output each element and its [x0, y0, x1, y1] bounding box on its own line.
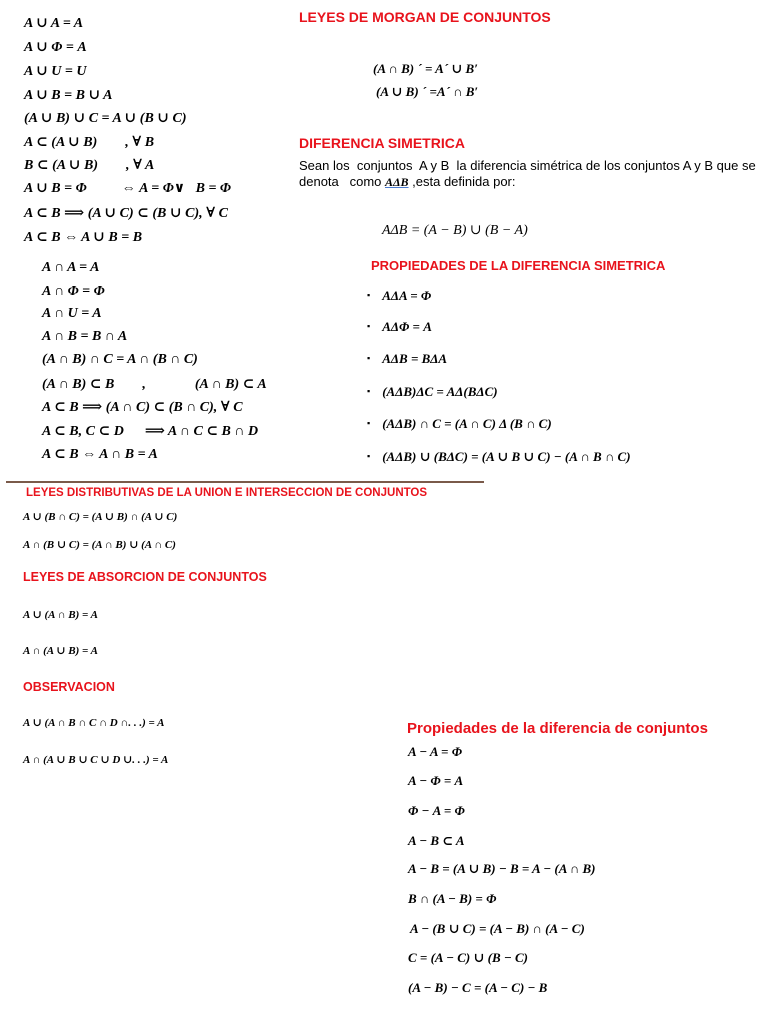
prop-dif-item-6: B ∩ (A − B) = Φ — [408, 891, 497, 906]
union-law-5: (A ∪ B) ∪ C = A ∪ (B ∪ C) — [24, 111, 187, 126]
intersection-law-7: A ⊂ B ⟹ (A ∩ C) ⊂ (B ∩ C), ∀ C — [42, 400, 243, 415]
absorcion-law-1: A ∪ (A ∩ B) = A — [23, 609, 98, 621]
prop-dif-item-3: Φ − A = Φ — [408, 803, 465, 818]
prop-dif-title: Propiedades de la diferencia de conjuntos — [407, 720, 708, 737]
morgan-law-2: (A ∪ B) ´ =A´ ∩ B′ — [376, 84, 479, 99]
bullet-icon: ▪ — [367, 321, 371, 331]
diferencia-simetrica-title: DIFERENCIA SIMETRICA — [299, 135, 465, 151]
absorcion-law-2: A ∩ (A ∪ B) = A — [23, 645, 98, 657]
union-law-2: A ∪ Φ = A — [24, 40, 87, 55]
morgan-title: LEYES DE MORGAN DE CONJUNTOS — [299, 9, 551, 25]
distributiva-law-1: A ∪ (B ∩ C) = (A ∪ B) ∩ (A ∪ C) — [23, 511, 178, 523]
intersection-law-3: A ∩ U = A — [42, 306, 102, 321]
diferencia-text-line1: Sean los conjuntos A y B la diferencia simétrica de los conjuntos A y B que se — [299, 158, 756, 173]
diferencia-text-line2-a: denota como — [299, 174, 385, 189]
prop-dif-sim-item-1 — [367, 288, 431, 304]
diferencia-text-line2-b: ,esta definida por: — [408, 174, 516, 189]
prop-dif-sim-text-6: (AΔB) ∪ (BΔC) = (A ∪ B ∪ C) − (A ∩ B ∩ C) — [382, 449, 631, 464]
union-law-1: A ∪ A = A — [24, 16, 84, 31]
intersection-law-2: A ∩ Φ = Φ — [42, 284, 105, 299]
prop-dif-sim-text-1: AΔA = Φ — [382, 288, 432, 303]
morgan-law-1: (A ∩ B) ´ = A´ ∪ B′ — [373, 61, 478, 76]
prop-dif-sim-text-4: (AΔB)ΔC = AΔ(BΔC) — [382, 384, 498, 399]
bullet-icon: ▪ — [367, 451, 371, 461]
prop-dif-sim-item-2 — [367, 319, 432, 335]
diferencia-symbol: AΔB — [385, 175, 409, 189]
union-law-6: A ⊂ (A ∪ B) , ∀ B — [24, 135, 155, 150]
union-law-3: A ∪ U = U — [24, 64, 87, 79]
prop-dif-item-9: (A − B) − C = (A − C) − B — [408, 980, 548, 995]
union-law-8: A ∪ B = Φ ⇔ A = Φ∨ B = Φ — [24, 181, 231, 196]
intersection-law-4: A ∩ B = B ∩ A — [42, 329, 128, 344]
observacion-law-1: A ∪ (A ∩ B ∩ C ∩ D ∩. . .) = A — [23, 717, 165, 729]
prop-dif-sim-item-3 — [367, 351, 447, 367]
observacion-law-2: A ∩ (A ∪ B ∪ C ∪ D ∪. . .) = A — [23, 754, 169, 766]
prop-dif-sim-text-5: (AΔB) ∩ C = (A ∩ C) Δ (B ∩ C) — [382, 416, 552, 431]
intersection-law-9: A ⊂ B ⇔ A ∩ B = A — [42, 447, 158, 462]
prop-dif-item-7: A − (B ∪ C) = (A − B) ∩ (A − C) — [410, 921, 585, 936]
intersection-law-1: A ∩ A = A — [42, 260, 100, 275]
section-divider — [6, 481, 484, 483]
absorcion-title: LEYES DE ABSORCION DE CONJUNTOS — [23, 570, 267, 584]
prop-dif-item-2: A − Φ = A — [408, 773, 464, 788]
prop-dif-sim-text-3: AΔB = BΔA — [382, 351, 448, 366]
diferencia-formula: AΔB = (A − B) ∪ (B − A) — [382, 223, 528, 238]
bullet-icon: ▪ — [367, 290, 371, 300]
prop-dif-sim-title: PROPIEDADES DE LA DIFERENCIA SIMETRICA — [371, 258, 666, 273]
observacion-title: OBSERVACION — [23, 680, 115, 694]
prop-dif-item-4: A − B ⊂ A — [408, 833, 465, 848]
prop-dif-sim-text-2: AΔΦ = A — [382, 319, 432, 334]
diferencia-text-line2 — [299, 174, 516, 190]
bullet-icon: ▪ — [367, 418, 371, 428]
union-law-9: A ⊂ B ⟹ (A ∪ C) ⊂ (B ∪ C), ∀ C — [24, 206, 228, 221]
bullet-icon: ▪ — [367, 386, 371, 396]
bullet-icon: ▪ — [367, 353, 371, 363]
union-law-7: B ⊂ (A ∪ B) , ∀ A — [24, 158, 155, 173]
prop-dif-item-5: A − B = (A ∪ B) − B = A − (A ∩ B) — [408, 861, 596, 876]
intersection-law-8: A ⊂ B, C ⊂ D ⟹ A ∩ C ⊂ B ∩ D — [42, 424, 259, 439]
prop-dif-sim-item-5 — [367, 416, 552, 432]
distributiva-law-2: A ∩ (B ∪ C) = (A ∩ B) ∪ (A ∩ C) — [23, 539, 176, 551]
prop-dif-sim-item-4 — [367, 384, 498, 400]
union-law-4: A ∪ B = B ∪ A — [24, 88, 113, 103]
distributivas-title: LEYES DISTRIBUTIVAS DE LA UNION E INTERSECCION DE CONJUNTOS — [26, 487, 428, 499]
prop-dif-item-8: C = (A − C) ∪ (B − C) — [408, 950, 529, 965]
union-law-10: A ⊂ B ⇔ A ∪ B = B — [24, 230, 143, 245]
intersection-law-6: (A ∩ B) ⊂ B , (A ∩ B) ⊂ A — [42, 377, 267, 392]
prop-dif-sim-item-6 — [367, 449, 631, 465]
prop-dif-item-1: A − A = Φ — [408, 744, 462, 759]
intersection-law-5: (A ∩ B) ∩ C = A ∩ (B ∩ C) — [42, 352, 198, 367]
